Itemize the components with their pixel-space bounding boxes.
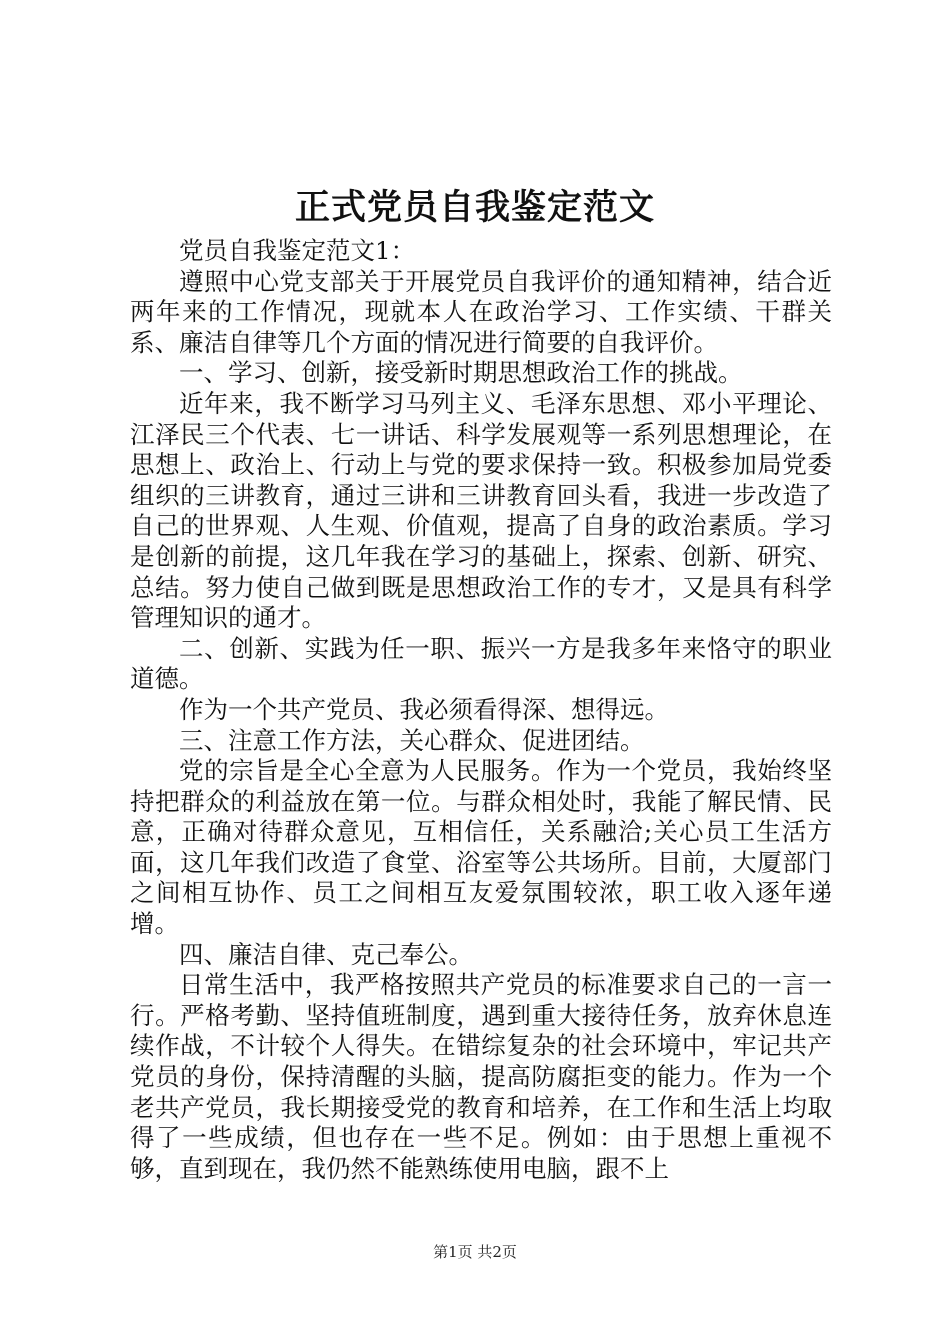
paragraph-4: 近年来，我不断学习马列主义、毛泽东思想、邓小平理论、江泽民三个代表、七一讲话、科学发展观等一系列思想理论，在思想上、政治上、行动上与党的要求保持一致。积极参加局党委组织的三讲教育，通过三讲和三讲教育回头看，我进一步改造了自己的世界观、人生观、价值观，提高了自身的政治素质。学习是创新的前提，这几年我在学习的基础上，探索、创新、研究、总结。努力使自己做到既是思想政治工作的专才，又是具有科学管理知识的通才。 <box>130 388 832 633</box>
paragraph-6: 作为一个共产党员、我必须看得深、想得远。 <box>179 694 669 724</box>
paragraph-9: 四、廉洁自律、克己奉公。 <box>179 939 473 969</box>
document-body <box>130 236 832 1184</box>
paragraph-5: 二、创新、实践为任一职、振兴一方是我多年来恪守的职业道德。 <box>130 633 832 694</box>
paragraph-7: 三、注意工作方法，关心群众、促进团结。 <box>179 725 645 755</box>
paragraph-2: 遵照中心党支部关于开展党员自我评价的通知精神，结合近两年来的工作情况，现就本人在政治学习、工作实绩、干群关系、廉洁自律等几个方面的情况进行简要的自我评价。 <box>130 266 832 357</box>
document-title: 正式党员自我鉴定范文 <box>294 187 655 228</box>
paragraph-8: 党的宗旨是全心全意为人民服务。作为一个党员，我始终坚持把群众的利益放在第一位。与群众相处时，我能了解民情、民意，正确对待群众意见，互相信任，关系融洽;关心员工生活方面，这几年我们改造了食堂、浴室等公共场所。目前，大厦部门之间相互协作、员工之间相互友爱氛围较浓，职工收入逐年递增。 <box>130 756 832 939</box>
paragraph-1: 党员自我鉴定范文1： <box>179 236 416 265</box>
paragraph-3: 一、学习、创新，接受新时期思想政治工作的挑战。 <box>179 358 743 388</box>
paragraph-10: 日常生活中，我严格按照共产党员的标准要求自己的一言一行。严格考勤、坚持值班制度，遇到重大接待任务，放弃休息连续作战，不计较个人得失。在错综复杂的社会环境中，牢记共产党员的身份，保持清醒的头脑，提高防腐拒变的能力。作为一个老共产党员，我长期接受党的教育和培养，在工作和生活上均取得了一些成绩，但也存在一些不足。例如：由于思想上重视不够，直到现在，我仍然不能熟练使用电脑，跟不上 <box>130 970 832 1183</box>
page-footer: 第1页 共2页 <box>433 1243 517 1261</box>
